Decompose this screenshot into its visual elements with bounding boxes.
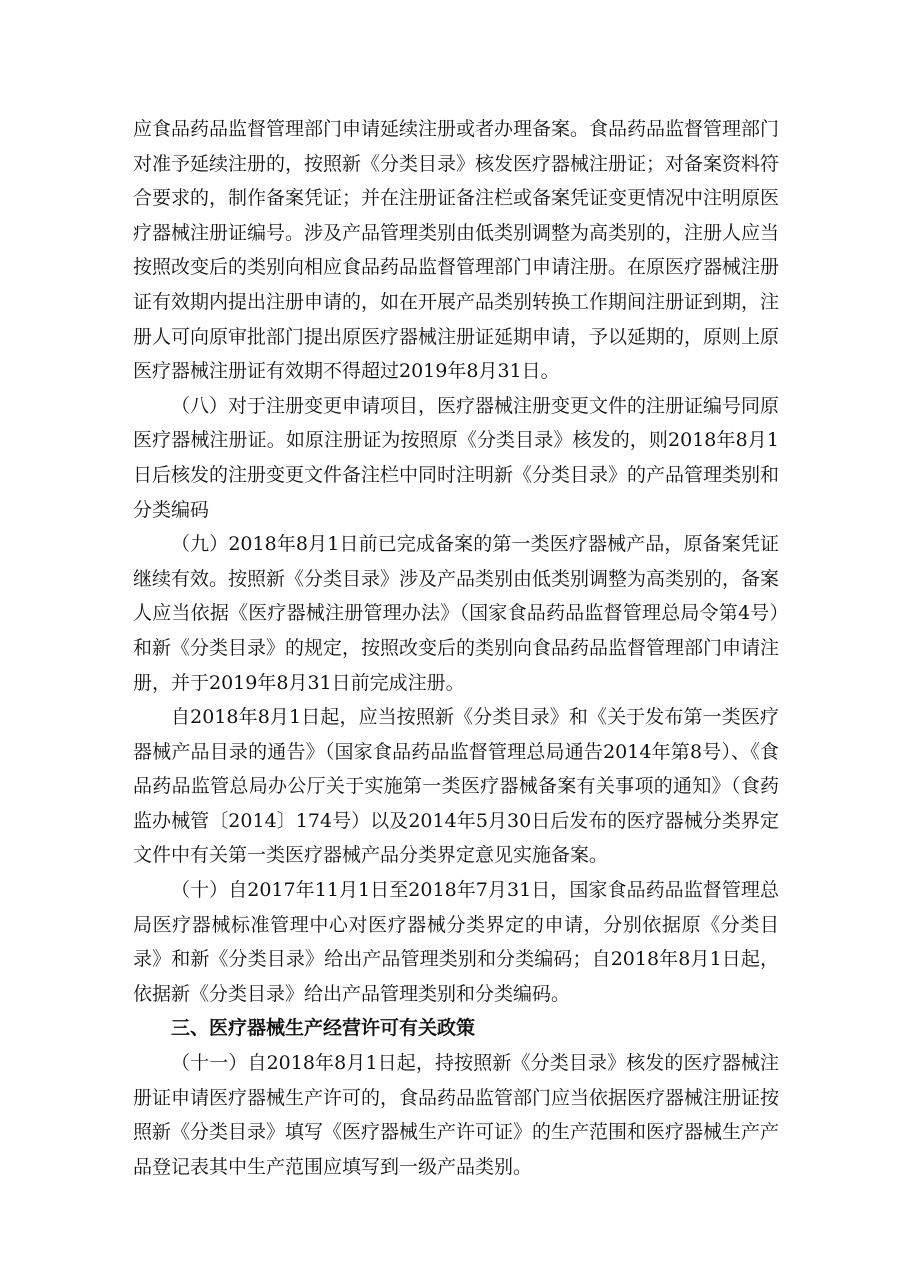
paragraph-filing-rules: 自2018年8月1日起，应当按照新《分类目录》和《关于发布第一类医疗器械产品目录的通告》（国家食品药品监督管理总局通告2014年第8号）、《食品药品监管总局办公厅关于实施第一类医疗器械备案有关事项的通知》（食药监办械管〔2014〕174号）以及2014年5月30日后发布的医疗器械分类界定文件中有关第一类医疗器械产品分类界定意见实施备案。	[133, 706, 779, 867]
paragraph-item-10: （十）自2017年11月1日至2018年7月31日，国家食品药品监督管理总局医疗器械标准管理中心对医疗器械分类界定的申请，分别依据原《分类目录》和新《分类目录》给出产品管理类别和分类编码；自2018年8月1日起，依据新《分类目录》给出产品管理类别和分类编码。	[133, 879, 779, 1005]
section-heading-3: 三、医疗器械生产经营许可有关政策	[171, 1017, 476, 1040]
document-page	[133, 112, 779, 1184]
paragraph-item-9: （九）2018年8月1日前已完成备案的第一类医疗器械产品，原备案凭证继续有效。按照新《分类目录》涉及产品类别由低类别调整为高类别的，备案人应当依据《医疗器械注册管理办法》（国家食品药品监督管理总局令第4号）和新《分类目录》的规定，按照改变后的类别向食品药品监督管理部门申请注册，并于2019年8月31日前完成注册。	[133, 533, 780, 694]
paragraph-continuation: 应食品药品监督管理部门申请延续注册或者办理备案。食品药品监督管理部门对准予延续注册的，按照新《分类目录》核发医疗器械注册证；对备案资料符合要求的，制作备案凭证；并在注册证备注栏或备案凭证变更情况中注明原医疗器械注册证编号。涉及产品管理类别由低类别调整为高类别的，注册人应当按照改变后的类别向相应食品药品监督管理部门申请注册。在原医疗器械注册证有效期内提出注册申请的，如在开展产品类别转换工作期间注册证到期，注册人可向原审批部门提出原医疗器械注册证延期申请，予以延期的，原则上原医疗器械注册证有效期不得超过2019年8月31日。	[133, 118, 780, 383]
paragraph-item-8: （八）对于注册变更申请项目，医疗器械注册变更文件的注册证编号同原医疗器械注册证。如原注册证为按照原《分类目录》核发的，则2018年8月1日后核发的注册变更文件备注栏中同时注明新《分类目录》的产品管理类别和分类编码	[133, 394, 780, 521]
paragraph-item-11: （十一）自2018年8月1日起，持按照新《分类目录》核发的医疗器械注册证申请医疗器械生产许可的，食品药品监管部门应当依据医疗器械注册证按照新《分类目录》填写《医疗器械生产许可证》的生产范围和医疗器械生产产品登记表其中生产范围应填写到一级产品类别。	[133, 1052, 780, 1178]
